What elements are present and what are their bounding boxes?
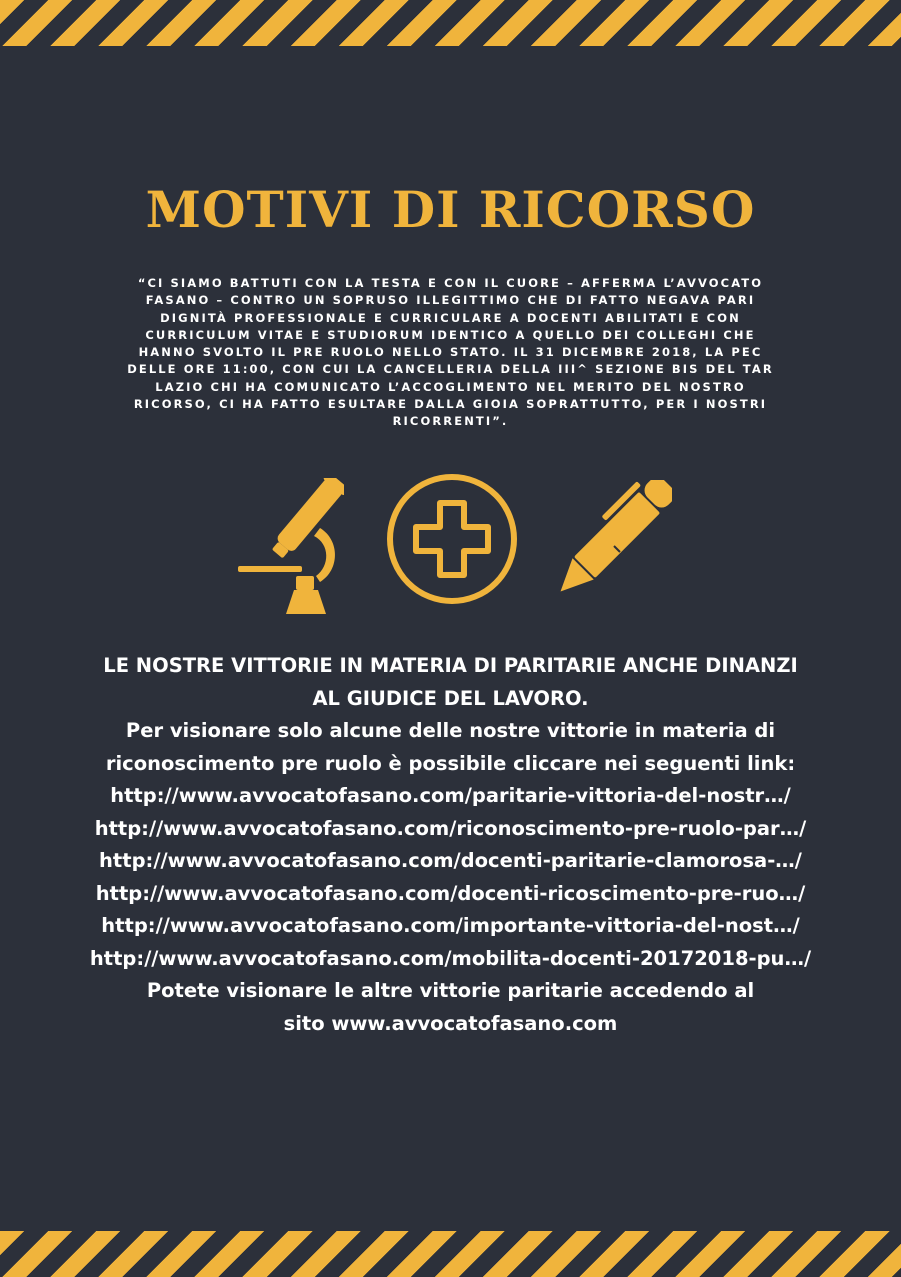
hazard-stripe-bottom <box>0 1231 901 1277</box>
link-docenti-paritarie-clamorosa[interactable]: http://www.avvocatofasano.com/docenti-paritarie-clamorosa-…/ <box>99 849 802 872</box>
link-docenti-ricoscimento[interactable]: http://www.avvocatofasano.com/docenti-ricoscimento-pre-ruo…/ <box>95 881 806 905</box>
victories-section <box>60 650 841 1040</box>
link-mobilita-docenti[interactable]: http://www.avvocatofasano.com/mobilita-docenti-20172018-pu…/ <box>89 946 812 970</box>
intro-text-line-1: Per visionare solo alcune delle nostre vittorie in materia di <box>125 719 776 742</box>
hazard-stripe-top <box>0 0 901 46</box>
link-importante-vittoria[interactable]: http://www.avvocatofasano.com/importante-vittoria-del-nost…/ <box>101 914 800 937</box>
outro-text-line-1: Potete visionare le altre vittorie paritarie accedendo al <box>146 979 755 1002</box>
page-title: MOTIVI DI RICORSO <box>145 180 756 239</box>
section-heading-line-2: AL GIUDICE DEL LAVORO. <box>312 686 589 710</box>
section-heading-line-1: LE NOSTRE VITTORIE IN MATERIA DI PARITARIE ANCHE DINANZI <box>103 654 798 677</box>
link-paritarie-vittoria[interactable]: http://www.avvocatofasano.com/paritarie-vittoria-del-nostr…/ <box>110 784 791 807</box>
icon-row <box>0 470 901 620</box>
plus-circle-icon <box>385 472 519 606</box>
pen-icon <box>548 480 672 604</box>
microscope-icon <box>236 478 344 618</box>
outro-text-line-2: sito www.avvocatofasano.com <box>283 1011 618 1035</box>
intro-text-line-2: riconoscimento pre ruolo è possibile cliccare nei seguenti link: <box>105 751 796 775</box>
link-riconoscimento-pre-ruolo[interactable]: http://www.avvocatofasano.com/riconoscimento-pre-ruolo-par…/ <box>94 816 807 840</box>
lawyer-quote: “CI SIAMO BATTUTI CON LA TESTA E CON IL CUORE – AFFERMA L’AVVOCATO FASANO – CONTRO UN SOPRUSO ILLEGITTIMO CHE DI FATTO NEGAVA PARI DIGNITÀ PROFESSIONALE E CURRICULARE A DOCENTI ABILITATI E CON CURRICULUM VITAE E STUDIORUM IDENTICO A QUELLO DEI COLLEGHI CHE HANNO SVOLTO IL PRE RUOLO NELLO STATO. IL 31 DICEMBRE 2018, LA PEC DELLE ORE 11:00, CON CUI LA CANCELLERIA DELLA III^ SEZIONE BIS DEL TAR LAZIO CHI HA COMUNICATO L’ACCOGLIMENTO NEL MERITO DEL NOSTRO RICORSO, CI HA FATTO ESULTARE DALLA GIOIA SOPRATTUTTO, PER I NOSTRI RICORRENTI”. <box>127 276 774 429</box>
